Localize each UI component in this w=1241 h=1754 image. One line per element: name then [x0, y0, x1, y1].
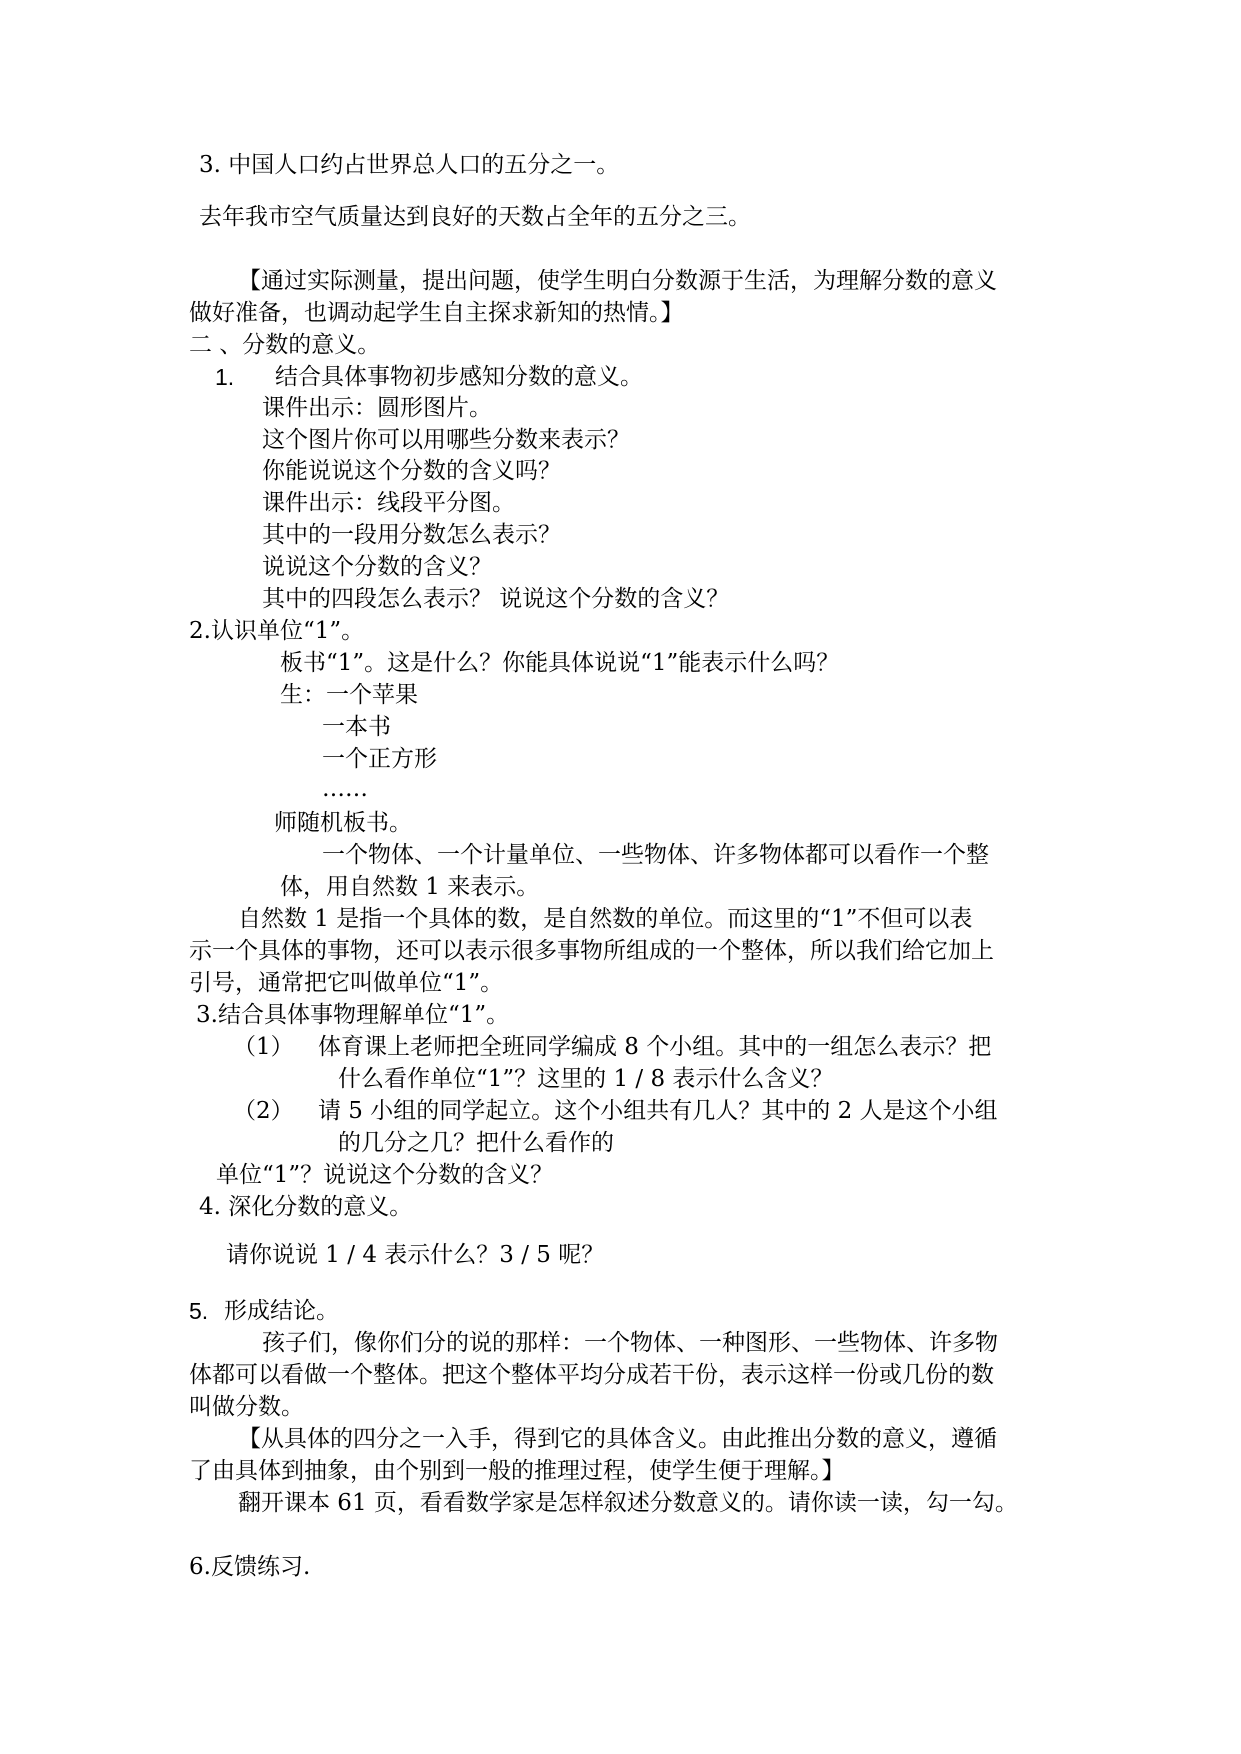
sub-item-2-line-b: 的几分之几？把什么看作的 [338, 1130, 614, 1156]
line-unit-explain-c: 引号，通常把它叫做单位“1”。 [189, 970, 504, 996]
line-ellipsis: …… [322, 776, 368, 802]
item-number-1: 1. [215, 364, 235, 390]
item-title-3: 3.结合具体事物理解单位“1”。 [196, 1002, 510, 1028]
line-fraction-question: 请你说说 1 / 4 表示什么？3 / 5 呢？ [226, 1242, 605, 1268]
line-unit-explain-b: 示一个具体的事物，还可以表示很多事物所组成的一个整体，所以我们给它加上 [189, 938, 994, 964]
line-courseware-circle: 课件出示：圆形图片。 [262, 395, 492, 421]
line-question-5: 其中的四段怎么表示？ 说说这个分数的含义？ [262, 586, 730, 612]
sub-item-number-1: （1） [233, 1034, 294, 1060]
line-board-1: 板书“1”。这是什么？你能具体说说“1”能表示什么吗？ [280, 650, 840, 676]
section-heading-2: 二 、分数的意义。 [189, 332, 381, 358]
line-conclusion-c: 叫做分数。 [189, 1394, 304, 1420]
sub-item-1-line-b: 什么看作单位“1”？这里的 1 / 8 表示什么含义？ [338, 1066, 834, 1092]
line-courseware-segment: 课件出示：线段平分图。 [262, 490, 515, 516]
sub-item-2-line-c: 单位“1”？说说这个分数的含义？ [216, 1162, 554, 1188]
line-textbook: 翻开课本 61 页，看看数学家是怎样叙述分数意义的。请你读一读，勾一勾。 [238, 1490, 1018, 1516]
item-title-6: 6.反馈练习. [189, 1554, 311, 1580]
line-question-2: 你能说说这个分数的含义吗？ [262, 458, 561, 484]
line-note-1a: 【通过实际测量，提出问题，使学生明白分数源于生活，为理解分数的意义 [238, 268, 997, 294]
item-title-1: 结合具体事物初步感知分数的意义。 [275, 364, 643, 390]
line-unit-explain-a: 自然数 1 是指一个具体的数，是自然数的单位。而这里的“1”不但可以表 [238, 906, 973, 932]
line-conclusion-b: 体都可以看做一个整体。把这个整体平均分成若干份，表示这样一份或几份的数 [189, 1362, 994, 1388]
item-title-4: 4. 深化分数的意义。 [199, 1194, 413, 1220]
line-answer-book: 一本书 [322, 714, 391, 740]
line-air-quality: 去年我市空气质量达到良好的天数占全年的五分之三。 [199, 204, 751, 230]
line-student-answer: 生：一个苹果 [280, 682, 418, 708]
sub-item-1-line-a: 体育课上老师把全班同学编成 8 个小组。其中的一组怎么表示？把 [318, 1034, 992, 1060]
sub-item-number-2: （2） [233, 1098, 294, 1124]
line-definition-a: 一个物体、一个计量单位、一些物体、许多物体都可以看作一个整 [322, 842, 989, 868]
line-definition-b: 体，用自然数 1 来表示。 [280, 874, 540, 900]
line-answer-square: 一个正方形 [322, 746, 437, 772]
line-note-2b: 了由具体到抽象，由个别到一般的推理过程，使学生便于理解。】 [189, 1458, 845, 1484]
line-example-3: 3. 中国人口约占世界总人口的五分之一。 [199, 152, 620, 178]
line-teacher-board: 师随机板书。 [274, 810, 412, 836]
item-number-5: 5. [189, 1298, 209, 1324]
line-question-4: 说说这个分数的含义？ [262, 554, 492, 580]
item-title-5: 形成结论。 [224, 1298, 339, 1324]
line-question-3: 其中的一段用分数怎么表示？ [262, 522, 561, 548]
line-question-1: 这个图片你可以用哪些分数来表示？ [262, 427, 630, 453]
line-conclusion-a: 孩子们，像你们分的说的那样：一个物体、一种图形、一些物体、许多物 [262, 1330, 998, 1356]
line-note-2a: 【从具体的四分之一入手，得到它的具体含义。由此推出分数的意义，遵循 [238, 1426, 997, 1452]
line-note-1b: 做好准备，也调动起学生自主探求新知的热情。】 [189, 300, 684, 326]
item-title-2: 2.认识单位“1”。 [189, 618, 365, 644]
sub-item-2-line-a: 请 5 小组的同学起立。这个小组共有几人？其中的 2 人是这个小组 [318, 1098, 998, 1124]
